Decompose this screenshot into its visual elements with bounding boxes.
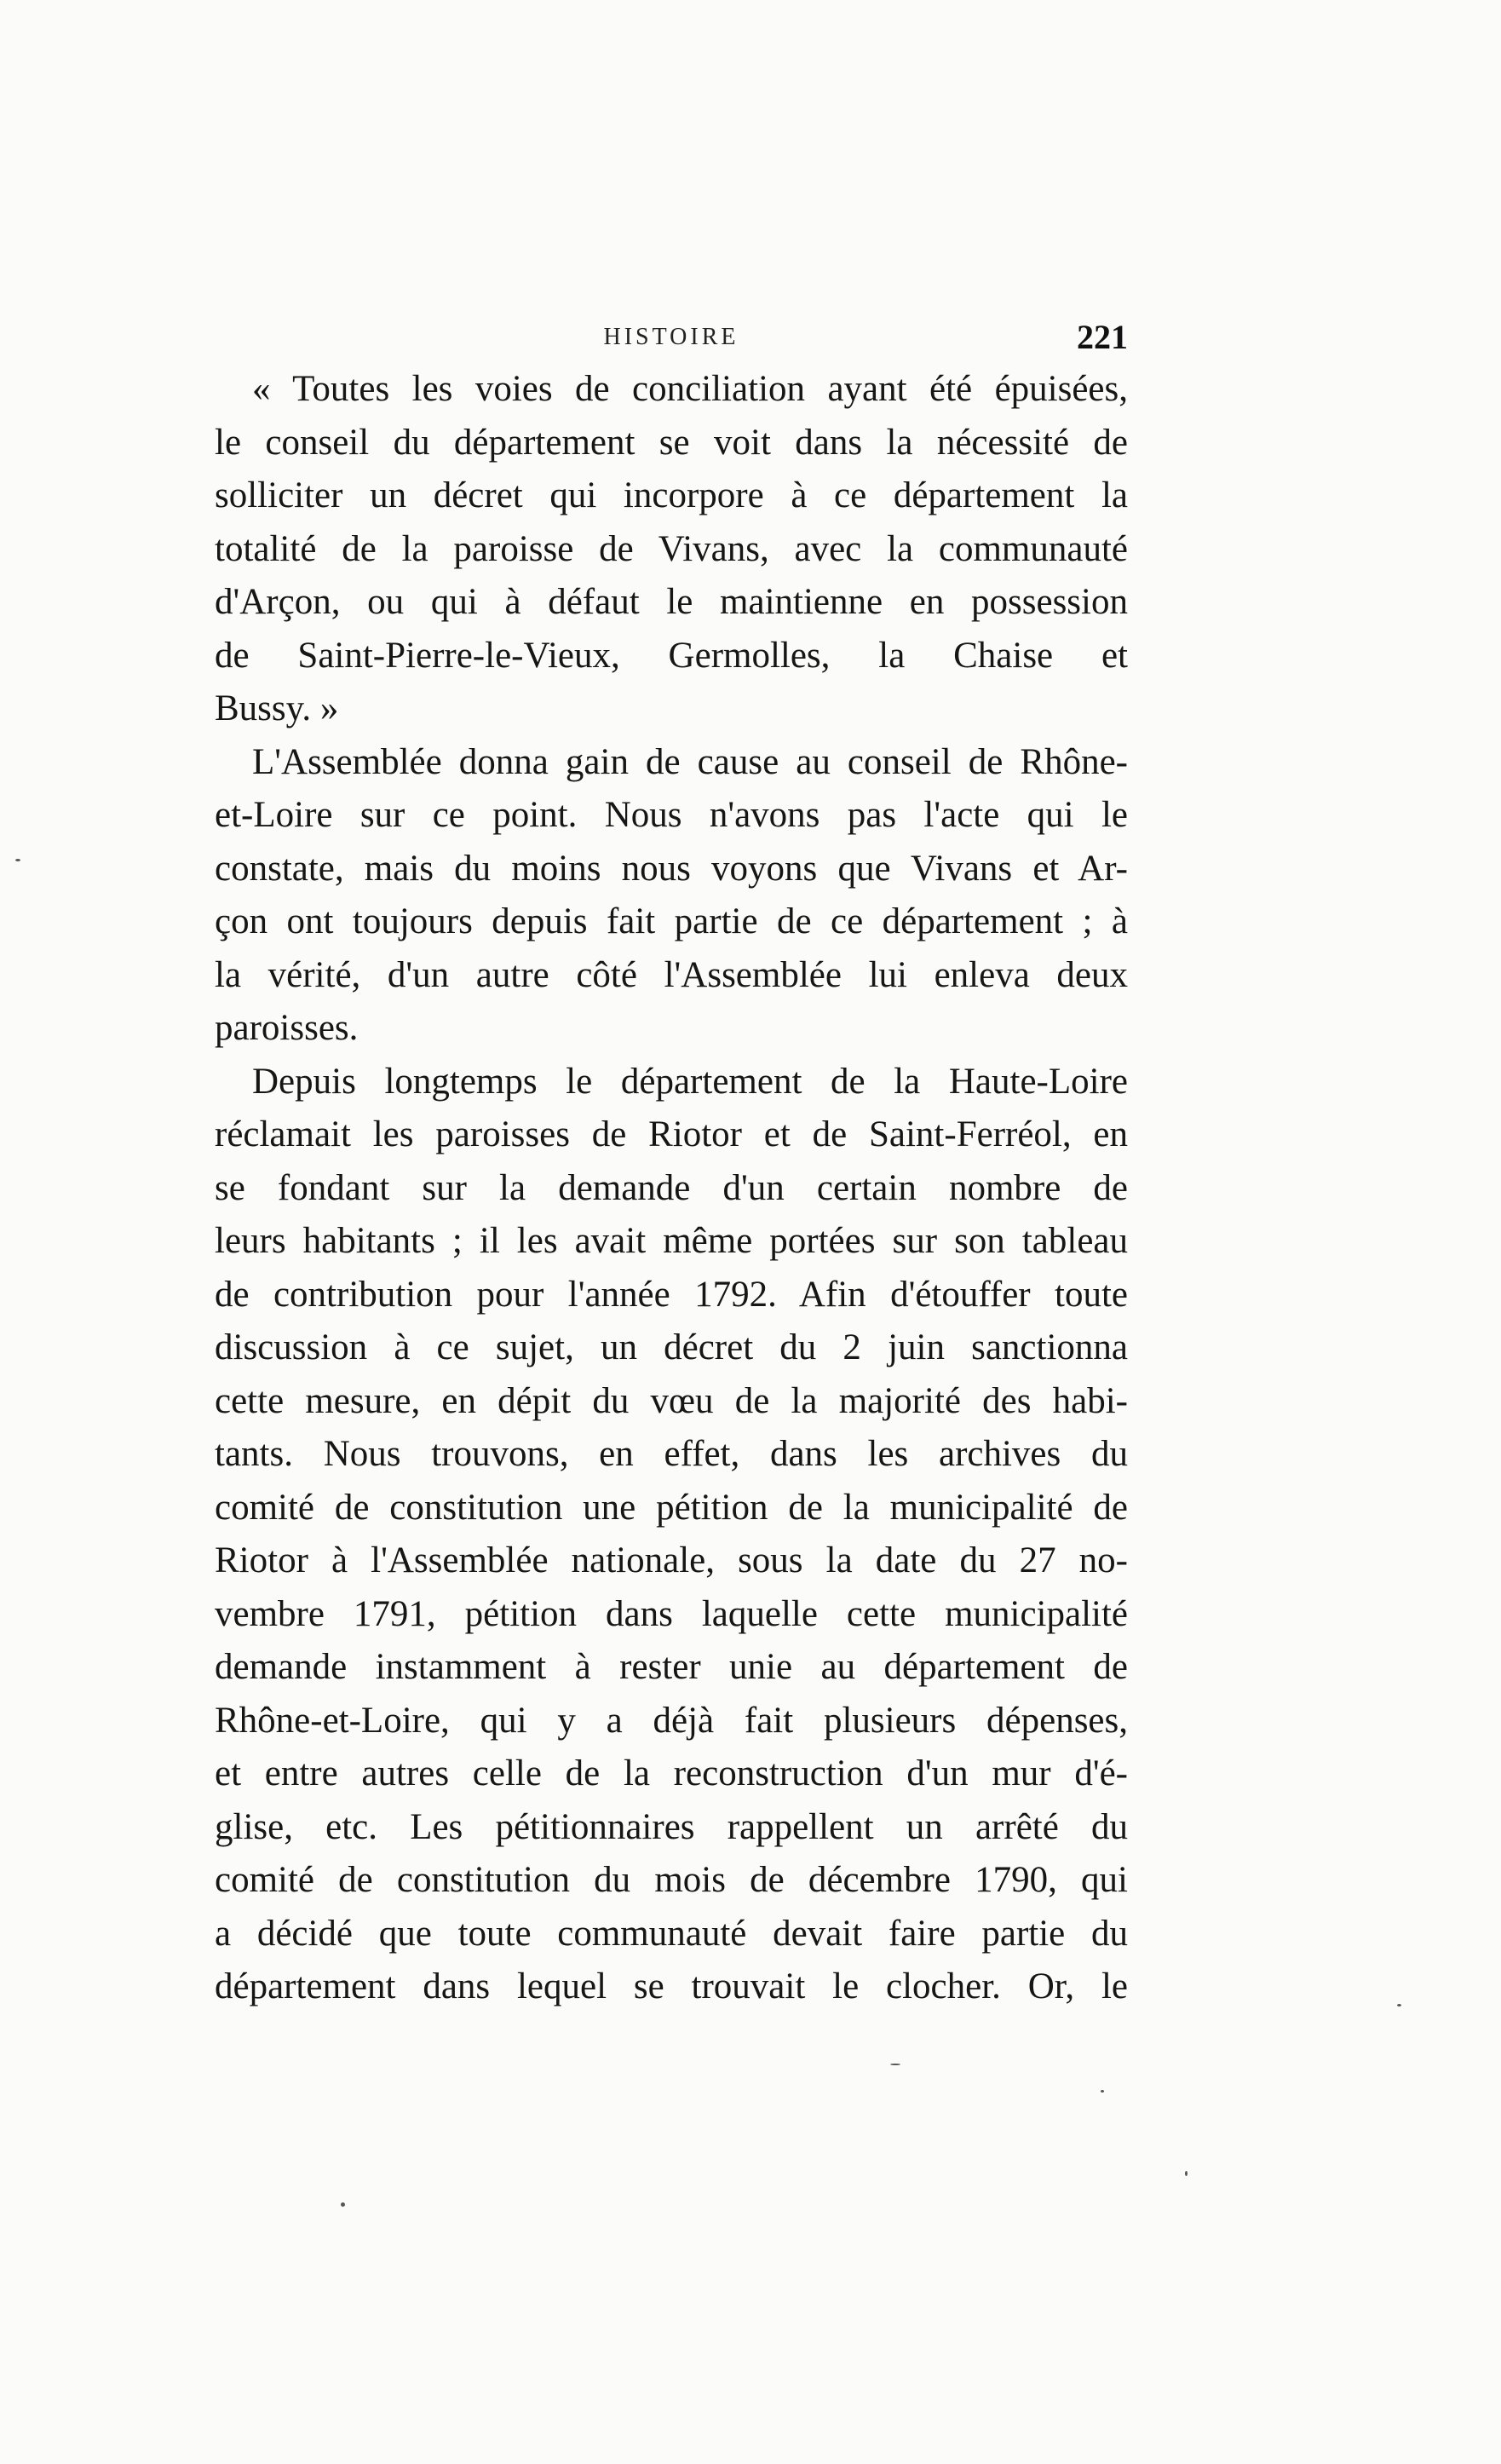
text-line: leurs habitants ; il les avait même portées sur son tableau <box>215 1221 1128 1261</box>
body-text <box>215 363 1128 2014</box>
text-line: comité de constitution une pétition de la municipalité de <box>215 1487 1128 1528</box>
text-line: la vérité, d'un autre côté l'Assemblée lui enleva deux <box>215 954 1128 995</box>
text-line: Rhône-et-Loire, qui y a déjà fait plusieurs dépenses, <box>215 1700 1128 1741</box>
scan-speck <box>1101 2090 1104 2093</box>
text-line: Depuis longtemps le département de la Haute-Loire <box>252 1061 1128 1102</box>
text-line: L'Assemblée donna gain de cause au conseil de Rhône- <box>252 741 1128 782</box>
text-line: discussion à ce sujet, un décret du 2 juin sanctionna <box>215 1327 1128 1367</box>
text-line: glise, etc. Les pétitionnaires rappellent un arrêté du <box>215 1806 1128 1847</box>
text-line: d'Arçon, ou qui à défaut le maintienne en possession <box>215 582 1128 622</box>
text-line: comité de constitution du mois de décembre 1790, qui <box>215 1860 1128 1900</box>
text-line: vembre 1791, pétition dans laquelle cette municipalité <box>215 1593 1128 1634</box>
text-line: totalité de la paroisse de Vivans, avec la communauté <box>215 528 1128 569</box>
text-line: et entre autres celle de la reconstruction d'un mur d'é- <box>215 1753 1128 1793</box>
scan-speck <box>15 859 20 861</box>
text-line: tants. Nous trouvons, en effet, dans les archives du <box>215 1434 1128 1474</box>
scan-speck <box>1185 2171 1188 2176</box>
text-line: solliciter un décret qui incorpore à ce département la <box>215 475 1128 515</box>
text-line: cette mesure, en dépit du vœu de la majorité des habi- <box>215 1380 1128 1421</box>
text-line: département dans lequel se trouvait le clocher. Or, le <box>215 1966 1128 2006</box>
text-line: Riotor à l'Assemblée nationale, sous la date du 27 no- <box>215 1540 1128 1580</box>
text-line: « Toutes les voies de conciliation ayant été épuisées, <box>252 369 1128 409</box>
text-line: Bussy. » <box>215 688 339 728</box>
text-line: de Saint-Pierre-le-Vieux, Germolles, la Chaise et <box>215 635 1128 676</box>
text-line: paroisses. <box>215 1008 359 1048</box>
text-line: de contribution pour l'année 1792. Afin d'étouffer toute <box>215 1274 1128 1315</box>
text-line: çon ont toujours depuis fait partie de ce département ; à <box>215 901 1128 941</box>
scan-speck <box>341 2202 345 2207</box>
scan-speck <box>1397 2004 1401 2006</box>
scan-speck <box>890 2064 900 2065</box>
running-head: HISTOIRE <box>603 324 739 350</box>
text-line: demande instamment à rester unie au département de <box>215 1647 1128 1687</box>
text-line: constate, mais du moins nous voyons que Vivans et Ar- <box>215 848 1128 889</box>
text-line: le conseil du département se voit dans la nécessité de <box>215 422 1128 463</box>
text-line: a décidé que toute communauté devait faire partie du <box>215 1913 1128 1954</box>
page-number: 221 <box>1077 318 1128 356</box>
text-line: et-Loire sur ce point. Nous n'avons pas l'acte qui le <box>215 795 1128 835</box>
page-header <box>215 317 1128 360</box>
text-line: réclamait les paroisses de Riotor et de Saint-Ferréol, en <box>215 1114 1128 1154</box>
text-line: se fondant sur la demande d'un certain nombre de <box>215 1167 1128 1208</box>
